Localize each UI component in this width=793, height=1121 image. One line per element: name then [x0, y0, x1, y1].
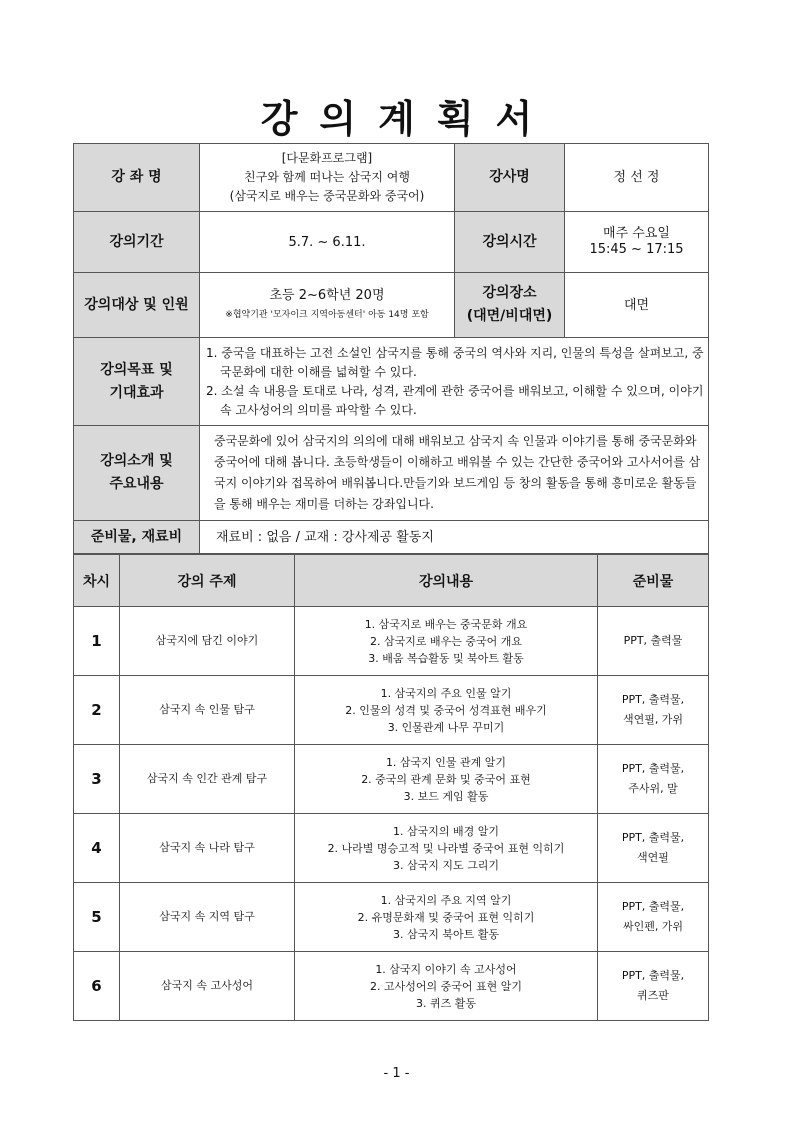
- session-number: 3: [74, 745, 120, 814]
- intro-label-line: 주요내용: [109, 476, 164, 492]
- intro-label: [74, 426, 200, 521]
- target-note: ※협약기관 '모자이크 지역아동센터' 아동 14명 포함: [225, 309, 429, 320]
- goals-value: [200, 338, 709, 426]
- session-content: [295, 607, 598, 676]
- target-text: 초등 2~6학년 20명: [269, 287, 385, 303]
- session-topic: 삼국지 속 지역 탐구: [120, 883, 295, 952]
- page-number: - 1 -: [383, 1066, 410, 1081]
- header-content: 강의내용: [295, 555, 598, 607]
- content-line: 3. 삼국지 지도 그리기: [393, 858, 499, 872]
- place-value: 대면: [565, 273, 709, 338]
- table-row: [74, 952, 709, 1021]
- prep-line: PPT, 출력물,: [621, 693, 685, 706]
- content-line: 1. 삼국지로 배우는 중국문화 개요: [364, 617, 528, 631]
- content-line: 3. 삼국지 북아트 활동: [393, 927, 499, 941]
- materials-label: 준비물, 재료비: [74, 521, 200, 554]
- content-line: 1. 삼국지 인물 관계 알기: [385, 755, 507, 769]
- session-number: 1: [74, 607, 120, 676]
- table-row: [74, 883, 709, 952]
- schedule-table: [73, 554, 709, 1021]
- content-line: 1. 삼국지의 주요 지역 알기: [380, 893, 512, 907]
- place-label-line: 강의장소: [482, 285, 537, 301]
- session-prep: [598, 814, 709, 883]
- content-line: 3. 인물관계 나무 꾸미기: [387, 720, 505, 734]
- period-label: 강의기간: [74, 212, 200, 273]
- table-row: [74, 607, 709, 676]
- session-content: [295, 883, 598, 952]
- time-value: [565, 212, 709, 273]
- content-line: 2. 고사성어의 중국어 표현 알기: [370, 979, 522, 993]
- target-value: [200, 273, 455, 338]
- course-label: 강 좌 명: [74, 144, 200, 212]
- header-topic: 강의 주제: [120, 555, 295, 607]
- session-number: 4: [74, 814, 120, 883]
- goals-label-line: 강의목표 및: [100, 361, 173, 378]
- content-line: 3. 보드 게임 활동: [403, 789, 489, 803]
- session-content: [295, 814, 598, 883]
- session-topic: 삼국지 속 인간 관계 탐구: [120, 745, 295, 814]
- session-topic: 삼국지 속 인물 탐구: [120, 676, 295, 745]
- intro-value: 중국문화에 있어 삼국지의 의의에 대해 배워보고 삼국지 속 인물과 이야기를 통해 중국문화와 중국어에 대해 봅니다. 초등학생들이 이해하고 배워볼 수 있는 간단한 중국어와 고사서어를 삼국지 이야기와 접목하여 배워봅니다.만들기와 보드게임 등 창의 활동을 통해 흥미로운 활동들을 통해 배우는 재미를 더하는 강좌입니다.: [200, 426, 709, 521]
- prep-line: PPT, 출력물,: [621, 900, 685, 913]
- goal-item: 1. 중국을 대표하는 고전 소설인 삼국지를 통해 중국의 역사와 지리, 인물의 특성을 살펴보고, 중국문화에 대한 이해를 넓혀할 수 있다.: [206, 345, 704, 379]
- session-topic: 삼국지에 담긴 이야기: [120, 607, 295, 676]
- prep-line: 색연필: [637, 851, 669, 864]
- content-line: 1. 삼국지의 주요 인물 알기: [380, 686, 512, 700]
- time-line: 매주 수요일: [603, 226, 670, 241]
- place-label: [455, 273, 565, 338]
- session-content: [295, 745, 598, 814]
- instructor-label: 강사명: [455, 144, 565, 212]
- session-topic: 삼국지 속 나라 탐구: [120, 814, 295, 883]
- materials-value: 재료비 : 없음 / 교재 : 강사제공 활동지: [200, 521, 709, 554]
- content-line: 3. 퀴즈 활동: [416, 996, 476, 1010]
- table-row: [74, 745, 709, 814]
- session-prep: [598, 952, 709, 1021]
- prep-line: 주사위, 말: [628, 782, 678, 795]
- content-line: 2. 나라별 명승고적 및 나라별 중국어 표현 익히기: [327, 841, 565, 855]
- prep-line: 퀴즈판: [637, 989, 669, 1002]
- content-line: 2. 유명문화재 및 중국어 표현 익히기: [357, 910, 535, 924]
- prep-line: PPT, 출력물,: [621, 969, 685, 982]
- session-prep: [598, 676, 709, 745]
- prep-line: PPT, 출력물: [623, 634, 683, 647]
- session-topic: 삼국지 속 고사성어: [120, 952, 295, 1021]
- place-label-line: (대면/비대면): [466, 308, 553, 324]
- prep-line: 싸인펜, 가위: [622, 920, 684, 933]
- session-prep: [598, 883, 709, 952]
- goals-label-line: 기대효과: [109, 384, 164, 401]
- content-line: 2. 인물의 성격 및 중국어 성격표현 배우기: [345, 703, 547, 717]
- header-no: 차시: [74, 555, 120, 607]
- goal-item: 2. 소설 속 내용을 토대로 나라, 성격, 관계에 관한 중국어를 배워보고, 이해할 수 있으며, 이야기 속 고사성어의 의미를 파악할 수 있다.: [206, 383, 704, 417]
- course-line: 친구와 함께 떠나는 삼국지 여행: [244, 170, 410, 184]
- table-row: [74, 814, 709, 883]
- session-content: [295, 952, 598, 1021]
- session-prep: [598, 745, 709, 814]
- goals-label: [74, 338, 200, 426]
- prep-line: 색연필, 가위: [622, 713, 684, 726]
- content-line: 2. 중국의 관계 문화 및 중국어 표현: [361, 772, 531, 786]
- intro-label-line: 강의소개 및: [100, 453, 173, 469]
- target-label: 강의대상 및 인원: [74, 273, 200, 338]
- session-prep: [598, 607, 709, 676]
- course-line: (삼국지로 배우는 중국문화와 중국어): [229, 189, 425, 203]
- table-row: [74, 676, 709, 745]
- content-line: 3. 배움 복습활동 및 북아트 활동: [368, 651, 524, 665]
- period-value: 5.7. ~ 6.11.: [200, 212, 455, 273]
- time-line: 15:45 ~ 17:15: [589, 242, 684, 257]
- content-line: 2. 삼국지로 배우는 중국어 개요: [370, 634, 522, 648]
- prep-line: PPT, 출력물,: [621, 762, 685, 775]
- content-line: 1. 삼국지의 배경 알기: [393, 824, 499, 838]
- session-number: 6: [74, 952, 120, 1021]
- session-number: 2: [74, 676, 120, 745]
- session-number: 5: [74, 883, 120, 952]
- course-line: [다문화프로그램]: [281, 151, 373, 165]
- info-table: [73, 143, 709, 554]
- header-prep: 준비물: [598, 555, 709, 607]
- content-line: 1. 삼국지 이야기 속 고사성어: [375, 962, 517, 976]
- prep-line: PPT, 출력물,: [621, 831, 685, 844]
- time-label: 강의시간: [455, 212, 565, 273]
- course-name: [200, 144, 455, 212]
- instructor-name: 정 선 정: [565, 144, 709, 212]
- page-title: 강의계획서: [260, 97, 555, 141]
- session-content: [295, 676, 598, 745]
